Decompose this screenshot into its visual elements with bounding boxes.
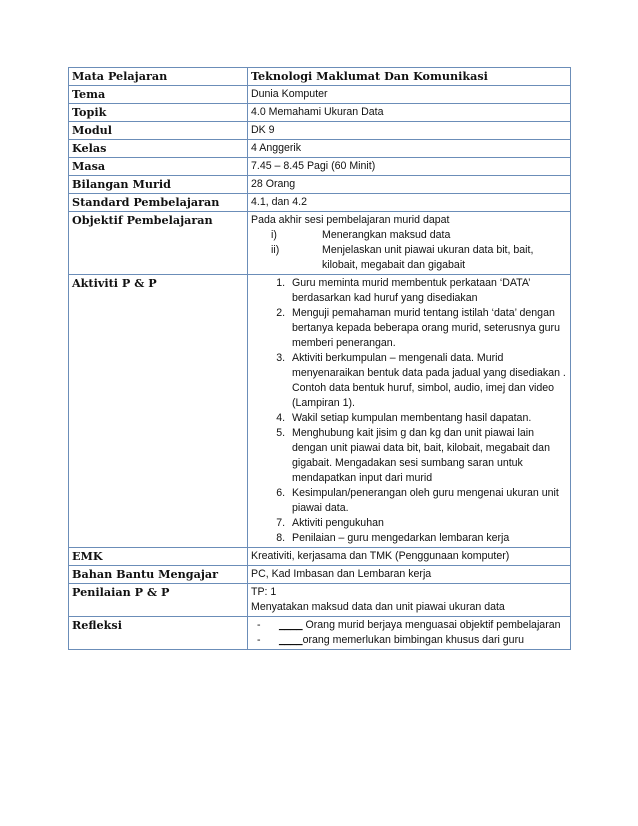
row-modul [69,122,571,140]
penilaian-desc: Menyatakan maksud data dan unit piawai ukuran data [251,601,505,613]
objektif-number: ii) [271,244,280,256]
lesson-plan-table [68,67,571,650]
list-item: 1. Guru meminta murid membentuk perkataan ‘DATA’ berdasarkan kad huruf yang disediakan [288,276,566,306]
value-masa: 7.45 – 8.45 Pagi (60 Minit) [248,158,571,176]
objektif-text: Menjelaskan unit piawai ukuran data bit, bait, kilobait, megabait dan gigabait [322,244,534,271]
value-aktiviti [248,275,571,548]
label-kelas: Kelas [69,140,248,158]
label-penilaian: Penilaian P & P [69,584,248,617]
objektif-intro: Pada akhir sesi pembelajaran murid dapat [251,214,450,226]
refleksi-dash: - [257,634,261,646]
label-bahan: Bahan Bantu Mengajar [69,566,248,584]
label-objektif: Objektif Pembelajaran [69,212,248,275]
refleksi-blank: ____ [279,619,303,631]
list-item [251,618,566,633]
list-item: 2. Menguji pemahaman murid tentang istilah ‘data’ dengan bertanya kepada beberapa orang murid, seterusnya guru memberi penerangan. [288,306,566,351]
row-tema [69,86,571,104]
row-topik [69,104,571,122]
refleksi-sentence: orang memerlukan bimbingan khusus dari guru [302,634,524,646]
value-bilangan-murid: 28 Orang [248,176,571,194]
refleksi-list [251,618,566,648]
row-refleksi [69,617,571,650]
list-item: 7. Aktiviti pengukuhan [288,516,566,531]
row-kelas [69,140,571,158]
objektif-text: Menerangkan maksud data [322,229,451,241]
label-standard: Standard Pembelajaran [69,194,248,212]
value-emk: Kreativiti, kerjasama dan TMK (Penggunaan komputer) [248,548,571,566]
objektif-list [251,228,566,273]
refleksi-blank: ____ [279,634,303,646]
aktiviti-list [251,276,566,546]
list-item [251,228,566,243]
list-item: 4. Wakil setiap kumpulan membentang hasil dapatan. [288,411,566,426]
list-item: 6. Kesimpulan/penerangan oleh guru mengenai ukuran unit piawai data. [288,486,566,516]
label-bilangan-murid: Bilangan Murid [69,176,248,194]
row-emk [69,548,571,566]
value-penilaian [248,584,571,617]
value-refleksi [248,617,571,650]
value-objektif [248,212,571,275]
refleksi-text [279,618,566,633]
label-modul: Modul [69,122,248,140]
list-item: 5. Menghubung kait jisim g dan kg dan unit piawai lain dengan unit piawai data bit, bait, kilobait, megabait dan gigabait. Mengadakan sesi sumbang saran untuk mendapatkan input dari murid [288,426,566,486]
label-mata-pelajaran: Mata Pelajaran [69,68,248,86]
row-masa [69,158,571,176]
value-topik: 4.0 Memahami Ukuran Data [248,104,571,122]
list-item: 8. Penilaian – guru mengedarkan lembaran kerja [288,531,566,546]
row-mata-pelajaran [69,68,571,86]
label-tema: Tema [69,86,248,104]
row-standard [69,194,571,212]
refleksi-dash: - [257,619,261,631]
refleksi-text [279,633,566,648]
label-aktiviti: Aktiviti P & P [69,275,248,548]
value-mata-pelajaran: Teknologi Maklumat Dan Komunikasi [248,68,571,86]
list-item [251,243,566,273]
value-bahan: PC, Kad Imbasan dan Lembaran kerja [248,566,571,584]
value-standard: 4.1, dan 4.2 [248,194,571,212]
value-tema: Dunia Komputer [248,86,571,104]
objektif-number: i) [271,229,277,241]
label-masa: Masa [69,158,248,176]
row-objektif [69,212,571,275]
list-item [251,633,566,648]
label-refleksi: Refleksi [69,617,248,650]
row-aktiviti [69,275,571,548]
value-modul: DK 9 [248,122,571,140]
row-penilaian [69,584,571,617]
list-item: 3. Aktiviti berkumpulan – mengenali data. Murid menyenaraikan bentuk data pada jadual yang disediakan . Contoh data bentuk huruf, simbol, audio, imej dan video (Lampiran 1). [288,351,566,411]
row-bilangan-murid [69,176,571,194]
label-emk: EMK [69,548,248,566]
penilaian-tp: TP: 1 [251,586,277,598]
row-bahan [69,566,571,584]
value-kelas: 4 Anggerik [248,140,571,158]
label-topik: Topik [69,104,248,122]
refleksi-sentence: Orang murid berjaya menguasai objektif pembelajaran [302,619,561,631]
